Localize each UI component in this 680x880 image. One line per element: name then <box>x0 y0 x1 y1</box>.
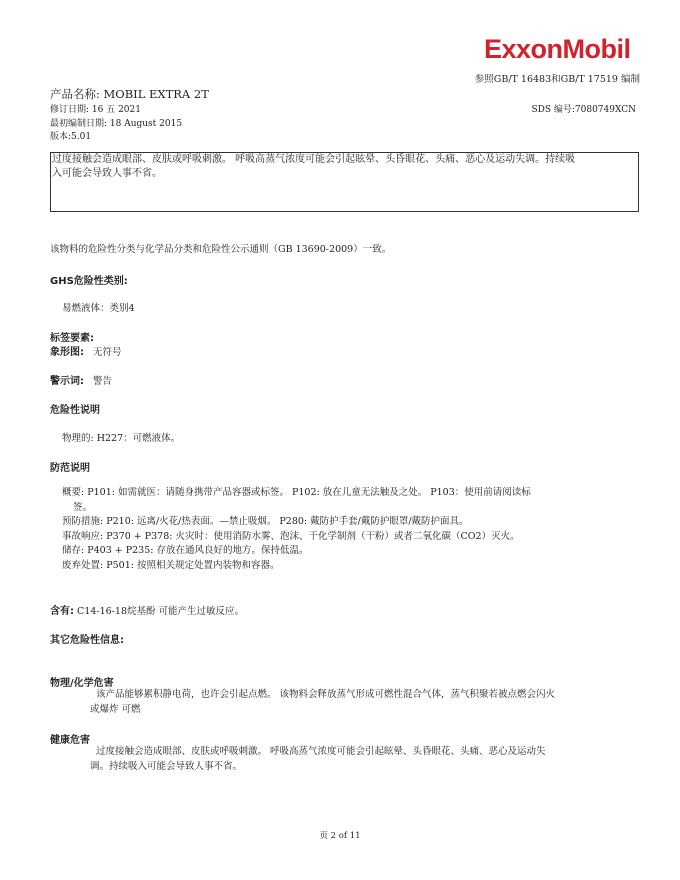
ghs-heading: GHS危险性类别: <box>50 276 128 287</box>
signal-word-row <box>50 372 112 387</box>
health-hazards-line-1: 过度接触会造成眼部、皮肤或呼吸刺激。 呼吸高蒸气浓度可能会引起眩晕、头昏眼花、头痛、恶心及运动失 <box>96 746 546 757</box>
contains-row <box>50 602 244 617</box>
ghs-category: 易燃液体：类别4 <box>62 303 135 314</box>
pictogram-row <box>50 343 122 358</box>
page-number: 页 2 of 11 <box>319 831 361 841</box>
sds-number: SDS 编号:7080749XCN <box>531 105 636 115</box>
revision-date: 修订日期: 16 五 2021 <box>50 105 141 115</box>
version: 版本:5.01 <box>50 132 92 142</box>
precautionary-list <box>62 486 642 573</box>
contains-label: 含有: <box>50 606 74 617</box>
health-hazards-heading: 健康危害 <box>50 735 90 746</box>
other-hazards-heading: 其它危险性信息: <box>50 635 124 646</box>
signal-word-value: 警告 <box>93 376 113 387</box>
health-hazards-text <box>90 745 650 774</box>
physical-hazard-statement: 物理的: H227：可燃液体。 <box>62 433 181 444</box>
physical-hazards-line-2: 或爆炸 可燃 <box>90 703 141 715</box>
precaution-disposal: 废弃处置: P501: 按照相关规定处置内装物和容器。 <box>62 559 280 571</box>
hazard-statements-heading: 危险性说明 <box>50 405 100 416</box>
signal-word-label: 警示词: <box>50 376 84 387</box>
physical-hazards-line-1: 该产品能够累积静电荷，也许会引起点燃。 该物料会释放蒸气形成可燃性混合气体，蒸气积聚若被点燃会闪火 <box>96 689 556 700</box>
last-edited-date: 最初编制日期: 18 August 2015 <box>50 119 183 129</box>
precautionary-heading: 防范说明 <box>50 463 90 474</box>
emergency-overview-box <box>50 152 639 212</box>
emergency-line-1: 过度接触会造成眼部、皮肤或呼吸刺激。 呼吸高蒸气浓度可能会引起眩晕、头昏眼花、头痛、恶心及运动失调。持续吸 <box>52 154 576 165</box>
physical-hazards-text <box>90 688 650 717</box>
pictogram-value: 无符号 <box>93 347 122 358</box>
classification-note: 该物料的危险性分类与化学品分类和危险性公示通则（GB 13690-2009）一致。 <box>50 244 392 255</box>
emergency-line-2: 入可能会导致人事不省。 <box>52 168 162 179</box>
pictogram-label: 象形图: <box>50 347 84 358</box>
health-hazards-line-2: 调。持续吸入可能会导致人事不省。 <box>90 760 243 772</box>
precaution-general: 概要: P101: 如需就医：请随身携带产品容器或标签。 P102: 放在儿童无法触及之处。 P103：使用前请阅读标 <box>62 487 531 498</box>
precaution-storage: 储存: P403 + P235: 存放在通风良好的地方。保持低温。 <box>62 545 309 556</box>
exxonmobil-logo: ExxonMobil <box>484 34 631 64</box>
contains-value: C14-16-18烷基酚 可能产生过敏反应。 <box>77 606 245 617</box>
precaution-general-cont: 签。 <box>73 501 93 513</box>
precaution-prevention: 预防措施: P210: 远离/火花/热表面。—禁止吸烟。 P280: 戴防护手套/戴防护眼罩/戴防护面具。 <box>62 516 469 527</box>
standard-reference: 参照GB/T 16483和GB/T 17519 编制 <box>474 74 640 85</box>
physical-chemical-hazards-heading: 物理/化学危害 <box>50 678 114 689</box>
product-name: 产品名称: MOBIL EXTRA 2T <box>50 87 209 101</box>
precaution-response: 事故响应: P370 + P378: 火灾时：使用消防水雾、泡沫、干化学制剂（干粉）或者二氧化碳（CO2）灭火。 <box>62 530 520 542</box>
label-elements-heading: 标签要素: <box>50 333 94 344</box>
